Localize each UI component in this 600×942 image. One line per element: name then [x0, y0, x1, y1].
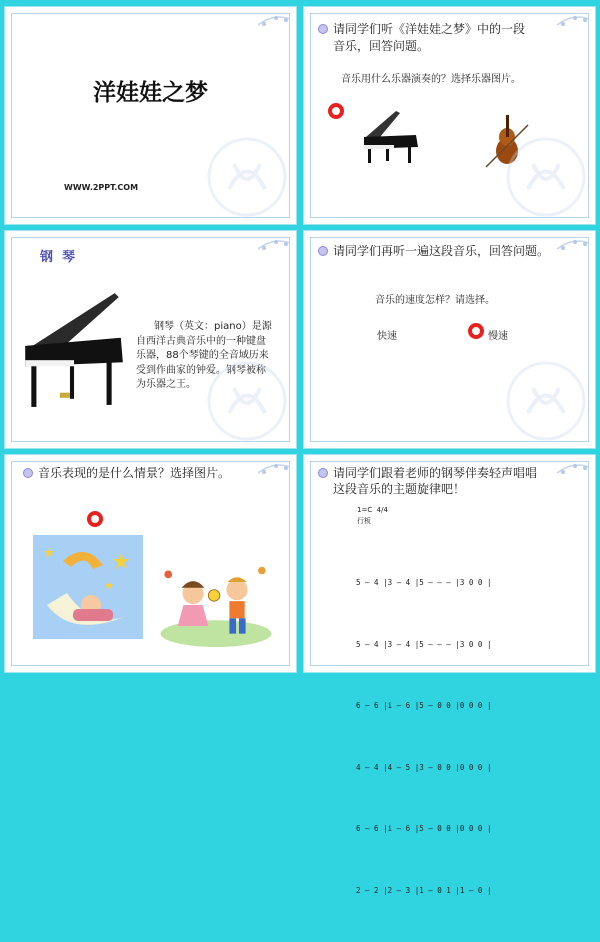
score-row: 2 – 2 |2 – 3 |1 – 0 1 |1 – 0 | — [356, 885, 492, 895]
section-heading: 钢 琴 — [40, 250, 76, 265]
website-footer: WWW.2PPT.COM — [64, 183, 139, 192]
question-text: 音乐的速度怎样？请选择。 — [375, 295, 495, 306]
bullet-icon — [318, 468, 328, 478]
slide-4[interactable] — [303, 230, 596, 449]
slide-3[interactable] — [4, 230, 297, 449]
score-tempo: 行板 — [357, 517, 371, 525]
music-notes-icon — [553, 233, 593, 255]
page-title: 洋娃娃之梦 — [93, 80, 208, 106]
music-notes-icon — [254, 9, 294, 31]
bullet-icon — [318, 24, 328, 34]
music-notes-icon — [254, 233, 294, 255]
bullet-icon — [318, 246, 328, 256]
moon-sleeping-image[interactable] — [33, 535, 143, 639]
score-key: 1=C 4/4 — [357, 506, 388, 514]
seal-icon[interactable] — [467, 322, 485, 340]
desc-line: 受到作曲家的钟爱。钢琴被称 — [136, 364, 266, 376]
watermark-logo-icon — [204, 358, 290, 444]
question-text: 音乐用什么乐器演奏的？选择乐器图片。 — [341, 74, 521, 85]
desc-line: 钢琴（英文：piano）是源 — [154, 321, 272, 332]
desc-line: 乐器，88个琴键的全音域历来 — [136, 350, 269, 361]
prompt-text: 音乐，回答问题。 — [333, 39, 430, 53]
option-fast[interactable]: 快速 — [377, 331, 397, 342]
desc-line: 为乐器之王。 — [136, 379, 196, 390]
prompt-text: 音乐表现的是什么情景？选择图片。 — [38, 466, 231, 480]
prompt-text: 这段音乐的主题旋律吧！ — [333, 482, 466, 496]
grand-piano-image[interactable] — [19, 289, 125, 411]
bullet-icon — [23, 468, 33, 478]
music-notes-icon — [254, 457, 294, 479]
option-slow[interactable]: 慢速 — [488, 331, 508, 342]
music-notes-icon — [553, 457, 593, 479]
prompt-text: 请同学们再听一遍这段音乐，回答问题。 — [333, 244, 550, 258]
seal-icon[interactable] — [327, 102, 345, 120]
watermark-logo-icon — [503, 134, 589, 220]
score-row: 6 – 6 |i – 6 |5 – 0 0 |0 0 0 | — [356, 824, 492, 833]
watermark-logo-icon — [503, 358, 589, 444]
children-dancing-image[interactable] — [157, 561, 275, 647]
score-row: 6 – 6 |i – 6 |5 – 0 0 |0 0 0 | — [356, 701, 492, 710]
score-row: 4 – 4 |4 – 5 |3 – 0 0 |0 0 0 | — [356, 762, 492, 772]
desc-line: 自西洋古典音乐中的一种键盘 — [136, 335, 266, 347]
slide-1[interactable] — [4, 6, 297, 225]
prompt-text: 请同学们听《洋娃娃之梦》中的一段 — [333, 22, 526, 36]
score-row: 5 – 4 |3 – 4 |5 – – – |3 0 0 | — [356, 639, 492, 649]
music-notes-icon — [553, 9, 593, 31]
watermark-logo-icon — [204, 134, 290, 220]
slide-2[interactable] — [303, 6, 596, 225]
score-row: 5 – 4 |3 – 4 |5 – – – |3 0 0 | — [356, 578, 492, 587]
slide-6[interactable] — [303, 454, 596, 895]
piano-image[interactable] — [359, 107, 421, 167]
seal-icon[interactable] — [86, 510, 104, 528]
music-score — [356, 532, 491, 942]
prompt-text: 请同学们跟着老师的钢琴伴奏轻声唱唱 — [333, 466, 538, 480]
slide-5[interactable] — [4, 454, 297, 673]
